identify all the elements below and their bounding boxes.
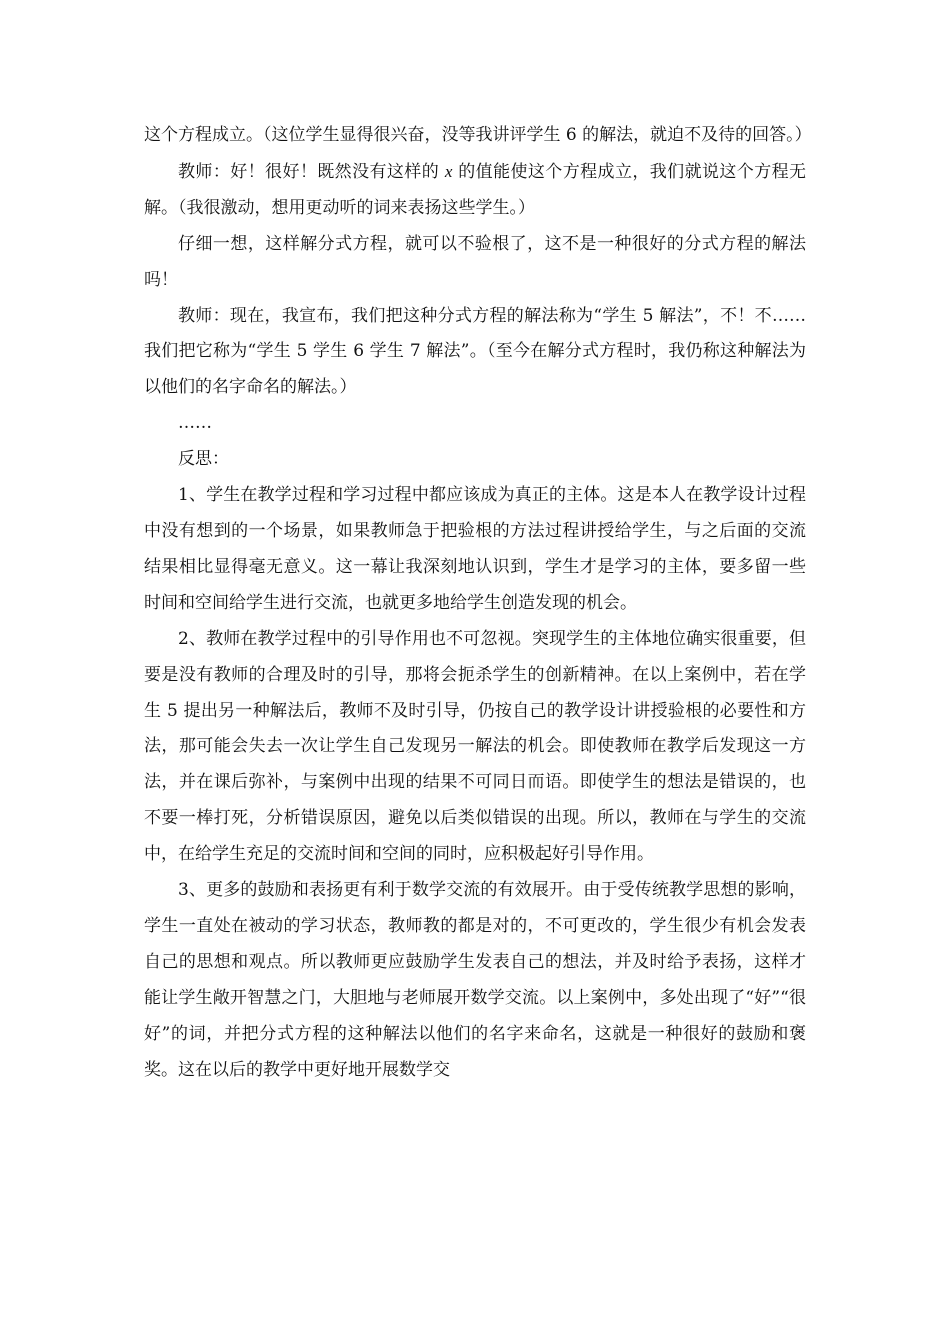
- teacher-text-before: 教师：好！很好！既然没有这样的: [178, 161, 445, 182]
- paragraph-reflection-2: 2、教师在教学过程中的引导作用也不可忽视。突现学生的主体地位确实很重要，但要是没有教师的合理及时的引导，那将会扼杀学生的创新精神。在以上案例中，若在学生 5 提出另一种解法后，教师不及时引导，仍按自己的教学设计讲授验根的必要性和方法，那可能会失去一次让学生自己发现另一解法的机会。即使教师在教学后发现这一方法，并在课后弥补，与案例中出现的结果不可同日而语。即使学生的想法是错误的，也不要一棒打死，分析错误原因，避免以后类似错误的出现。所以，教师在与学生的交流中，在给学生充足的交流时间和空间的同时，应积极起好引导作用。: [144, 628, 806, 865]
- paragraph-reflection-heading: 反思：: [178, 449, 229, 470]
- paragraph-teacher-no-solution: [144, 154, 806, 227]
- variable-x: x: [444, 161, 453, 181]
- paragraph-ellipsis: ……: [178, 413, 212, 434]
- paragraph-student-answer-end: 这个方程成立。（这位学生显得很兴奋，没等我讲评学生 6 的解法，就迫不及待的回答。）: [144, 125, 812, 145]
- document-page: [144, 118, 812, 1088]
- paragraph-reflection-3: 3、更多的鼓励和表扬更有利于数学交流的有效展开。由于受传统教学思想的影响，学生一直处在被动的学习状态，教师教的都是对的，不可更改的，学生很少有机会发表自己的思想和观点。所以教师更应鼓励学生发表自己的想法，并及时给予表扬，这样才能让学生敞开智慧之门，大胆地与老师展开数学交流。以上案例中，多处出现了“好”“很好”的词，并把分式方程的这种解法以他们的名字来命名，这就是一种很好的鼓励和褒奖。这在以后的教学中更好地开展数学交: [144, 880, 806, 1080]
- paragraph-teacher-announce: 教师：现在，我宣布，我们把这种分式方程的解法称为“学生 5 解法”，不！不……我们把它称为“学生 5 学生 6 学生 7 解法”。（至今在解分式方程时，我仍称这种解法为以他们的名字命名的解法。）: [144, 305, 806, 398]
- teacher-text-after: 的值能使这个方程成立，我们就说这个方程无解。（我很激动，想用更动听的词来表扬这些学生。）: [144, 161, 807, 218]
- paragraph-reflection-1: 1、学生在教学过程和学习过程中都应该成为真正的主体。这是本人在教学设计过程中没有想到的一个场景，如果教师急于把验根的方法过程讲授给学生，与之后面的交流结果相比显得毫无意义。这一幕让我深刻地认识到，学生才是学习的主体，要多留一些时间和空间给学生进行交流，也就更多地给学生创造发现的机会。: [144, 485, 806, 613]
- paragraph-thought: 仔细一想，这样解分式方程，就可以不验根了，这不是一种很好的分式方程的解法吗！: [144, 233, 806, 290]
